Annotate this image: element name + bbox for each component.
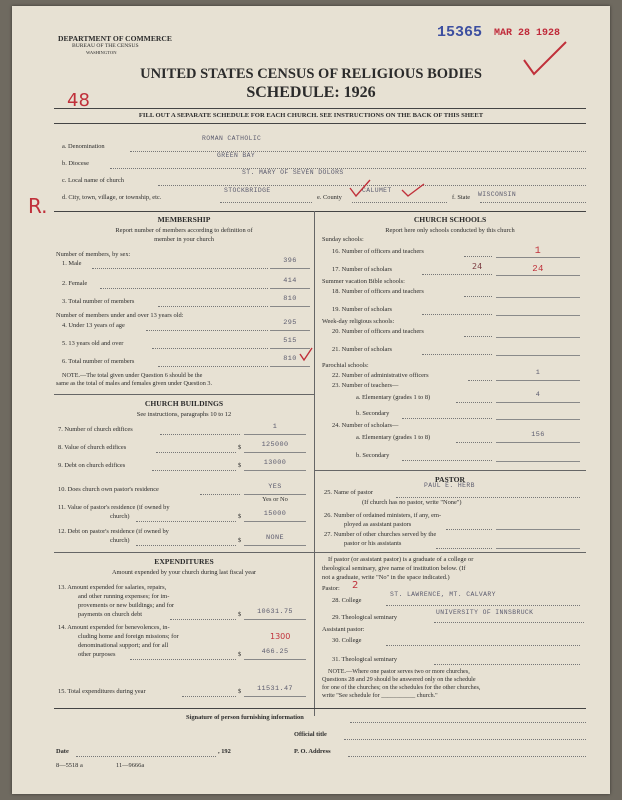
membership-heading: MEMBERSHIP (157, 215, 211, 224)
q15-value: 11531.47 (244, 685, 306, 697)
q26-label: 26. Number of ordained ministers, if any, em- (324, 512, 442, 519)
census-schedule-sheet: DEPARTMENT OF COMMERCE BUREAU OF THE CENSUS WASHINGTON 15365 MAR 28 1928 48 R. UNITED STATES CENSUS OF RELIGIOUS BODIES SCHEDULE: 1926 FILL OUT A SEPARATE SCHEDULE FOR EACH CHURCH. SEE INSTRUCTIONS ON THE BACK OF THIS SHEET a. Denomination ROMAN CATHOLIC b. Diocese GREEN BAY c. Local name of church ST. MARY OF SEVEN DOLORS d. City, town, village, or township, etc. STOCKBRIDGE e. County CALUMET f. State WISCONSIN MEMBERSHIP Report number of members according to definition of member in your church Number of members, by sex: 1. Male 396 2. Female 414 3. Total number of members 810 Number of members under and over 13 years old: 4. Under 13 years of age 295 5. 13 years old and over 515 6. Total number of members 810 NOTE.—The total given under Question 6 should be the same as the total of males and females given under Question 3. CHURCH BUILDINGS See instructions, paragraphs 10 to 12 7. Number of church edifices 1 8. Value of church edifices $ 125000 9. Debt on church edifices $ 13000 10. Does church own pastor's residence YES Yes or No 11. Value of pastor's residence (if owned by church) $ 15000 12. Debt on pastor's residence (if owned by church) $ NONE EXPENDITURES Amount expended by your church during last fiscal year 13. Amount expended for salaries, repairs, and other running expenses; for im- provements or new buildings; and for payments on church debt $ 10631.75 14. Amount expended for benevolences, in- cluding home and foreign missions; for denominational support; and for all other purposes $ 1300 466.25 15. Total expenditures during year $ 11531.47 CHURCH SCHOOLS Report here only schools conducted by this church Sunday schools: 16. Number of officers and teachers 1 17. Number of scholars 24 24 Summer vacation Bible schools: 18. Number of officers and teachers 19. Number of scholars Week-day religious schools: 20. Number of officers and teachers 21. Number of scholars Parochial schools: 22. Number of administrative officers 1 23. Number of teachers— a. Elementary (grades 1 to 8) 4 b. Secondary 24. Number of scholars— a. Elementary (grades 1 to 8) 156 b. Secondary PASTOR 25. Name of pastor PAUL E. HERB (If church has no pastor, write "None") 26. Number of ordained ministers, if any, em- ployed as assistant pastors 27. Number of other churches served by the pastor or his assistants If pastor (or assistant pastor) is a graduate of a college or theological seminary, give name of institution below. (If not a graduate, write "No" in the space indicated.) Pastor: 2 28. College ST. LAWRENCE, MT. CALVARY 29. Theological seminary UNIVERSITY OF INNSBRUCK Assistant pastor: 30. College 31. Theological seminary NOTE.—Where one pastor serves two or more churches, Questions 28 and 29 should be answered only on the schedule for one of the churches; on the schedules for the other churches, write "See schedule for ___________ church." Signature of person furnishing information Official title Date , 192 P. O. Address 8—5518 a 11—9666a (12, 6, 610, 794)
q24a-value: 156 (496, 431, 580, 443)
q6-value: 810 (270, 355, 310, 367)
q24-label: 24. Number of scholars— (332, 422, 399, 429)
over13-label: Number of members under and over 13 years old: (56, 312, 184, 319)
membership-intro-1: Report number of members according to definition of (115, 227, 253, 234)
divider (54, 394, 314, 395)
weekday-label: Week-day religious schools: (322, 318, 395, 325)
pastor-note-1: NOTE.—Where one pastor serves two or more churches, (328, 668, 470, 675)
q22-value: 1 (496, 369, 580, 381)
q25-note: (If church has no pastor, write "None") (362, 499, 462, 506)
q12-label: 12. Debt on pastor's residence (if owned by (58, 528, 169, 535)
q4-value: 295 (270, 319, 310, 331)
q14-hand-correction: 1300 (270, 632, 291, 641)
q13-label: 13. Amount expended for salaries, repairs, (58, 584, 167, 591)
membership-note-1: NOTE.—The total given under Question 6 should be the (62, 372, 203, 379)
pastor-note-4: write "See schedule for ___________ church." (322, 692, 438, 699)
q17-value: 24 (496, 264, 580, 276)
q11-value: 15000 (244, 510, 306, 522)
yes-no-hint: Yes or No (262, 496, 288, 503)
q18-label: 18. Number of officers and teachers (332, 288, 424, 295)
divider (314, 470, 586, 471)
q25-value: PAUL E. HERB (424, 482, 475, 489)
pastor-note-2: Questions 28 and 29 should be answered only on the schedule (322, 676, 476, 683)
form-title: UNITED STATES CENSUS OF RELIGIOUS BODIES (140, 66, 482, 82)
schedule-title: SCHEDULE: 1926 (246, 84, 376, 101)
city-label: WASHINGTON (86, 50, 117, 55)
year-label: , 192 (218, 748, 231, 755)
q10-label: 10. Does church own pastor's residence (58, 486, 159, 493)
pastor-heading: PASTOR (434, 475, 466, 484)
form-number: 8—5518 a (56, 762, 83, 769)
q10-value: YES (244, 483, 306, 495)
q23a-label: a. Elementary (grades 1 to 8) (356, 394, 431, 401)
sunday-label: Sunday schools: (322, 236, 364, 243)
divider (54, 108, 586, 109)
official-title-label: Official title (294, 731, 327, 738)
q30-label: 30. College (332, 637, 362, 644)
summer-label: Summer vacation Bible schools: (322, 278, 405, 285)
q8-value: 125000 (244, 441, 306, 453)
pastor-subhead: Pastor: (322, 585, 340, 592)
q9-value: 13000 (244, 459, 306, 471)
signature-label: Signature of person furnishing information (186, 714, 304, 721)
city-value: STOCKBRIDGE (224, 187, 271, 194)
schools-intro: Report here only schools conducted by this church (385, 227, 515, 234)
denomination-label: a. Denomination (62, 143, 105, 150)
po-address-label: P. O. Address (294, 748, 331, 755)
q5-label: 5. 13 years old and over (62, 340, 124, 347)
buildings-instruction: See instructions, paragraphs 10 to 12 (136, 411, 232, 418)
q20-label: 20. Number of officers and teachers (332, 328, 424, 335)
divider (54, 211, 586, 212)
membership-intro-2: member in your church (154, 236, 214, 243)
q15-label: 15. Total expenditures during year (58, 688, 146, 695)
expenditures-heading: EXPENDITURES (154, 557, 214, 566)
red-check-marks (348, 178, 428, 198)
q29-value: UNIVERSITY OF INNSBRUCK (436, 609, 534, 616)
q14-label: 14. Amount expended for benevolences, in- (58, 624, 170, 631)
stamp-date: MAR 28 1928 (494, 28, 561, 39)
local-name-label: c. Local name of church (62, 177, 124, 184)
divider (54, 552, 314, 553)
q17-label: 17. Number of scholars (332, 266, 392, 273)
diocese-label: b. Diocese (62, 160, 89, 167)
q16-label: 16. Number of officers and teachers (332, 248, 424, 255)
grad-note-2: theological seminary, give name of institution below. (If (322, 565, 466, 572)
q17-struck-value: 24 (472, 262, 483, 271)
pastor-hand-mark: 2 (352, 580, 359, 591)
q7-label: 7. Number of church edifices (58, 426, 133, 433)
diocese-value: GREEN BAY (217, 152, 256, 159)
bureau-label: BUREAU OF THE CENSUS (72, 43, 139, 49)
state-label: f. State (452, 194, 471, 201)
county-value: CALUMET (362, 187, 392, 194)
fill-instruction: FILL OUT A SEPARATE SCHEDULE FOR EACH CHURCH. SEE INSTRUCTIONS ON THE BACK OF THIS SHEET (138, 112, 484, 119)
column-divider (314, 211, 315, 716)
q24b-label: b. Secondary (356, 452, 390, 459)
q9-label: 9. Debt on church edifices (58, 462, 126, 469)
q7-value: 1 (244, 423, 306, 435)
q29-label: 29. Theological seminary (332, 614, 398, 621)
pastor-note-3: for one of the churches; on the schedules for the other churches, (322, 684, 481, 691)
q5-value: 515 (270, 337, 310, 349)
divider (54, 708, 586, 709)
parochial-label: Parochial schools: (322, 362, 369, 369)
q2-label: 2. Female (62, 280, 88, 287)
by-sex-label: Number of members, by sex: (56, 251, 131, 258)
q3-value: 810 (270, 295, 310, 307)
q16-value: 1 (496, 246, 580, 258)
q1-label: 1. Male (62, 260, 82, 267)
stamp-number: 15365 (437, 24, 483, 41)
q23a-value: 4 (496, 391, 580, 403)
city-field-label: d. City, town, village, or township, etc. (62, 194, 162, 201)
divider (54, 123, 586, 124)
q19-label: 19. Number of scholars (332, 306, 392, 313)
q25-label: 25. Name of pastor (324, 489, 373, 496)
schools-heading: CHURCH SCHOOLS (413, 215, 487, 224)
q3-label: 3. Total number of members (62, 298, 135, 305)
county-label: e. County (317, 194, 342, 201)
q12-value: NONE (244, 534, 306, 546)
q14-value: 466.25 (244, 648, 306, 660)
q2-value: 414 (270, 277, 310, 289)
q22-label: 22. Number of administrative officers (332, 372, 429, 379)
q8-label: 8. Value of church edifices (58, 444, 127, 451)
q1-value: 396 (270, 257, 310, 269)
q11-label: 11. Value of pastor's residence (if owned by (58, 504, 170, 511)
q23b-label: b. Secondary (356, 410, 390, 417)
q4-label: 4. Under 13 years of age (62, 322, 125, 329)
q28-label: 28. College (332, 597, 362, 604)
state-value: WISCONSIN (478, 191, 517, 198)
q23-label: 23. Number of teachers— (332, 382, 399, 389)
red-check-mark (298, 346, 314, 362)
q24a-label: a. Elementary (grades 1 to 8) (356, 434, 431, 441)
membership-note-2: same as the total of males and females given under Question 3. (56, 380, 213, 387)
q31-label: 31. Theological seminary (332, 656, 398, 663)
q6-label: 6. Total number of members (62, 358, 135, 365)
date-label: Date (56, 748, 69, 755)
denomination-value: ROMAN CATHOLIC (202, 135, 262, 142)
print-number: 11—9666a (116, 762, 145, 769)
q13-value: 10631.75 (244, 608, 306, 620)
buildings-heading: CHURCH BUILDINGS (144, 399, 224, 408)
grad-note-1: If pastor (or assistant pastor) is a graduate of a college or (328, 556, 474, 563)
dept-label: DEPARTMENT OF COMMERCE (58, 34, 172, 43)
assistant-subhead: Assistant pastor: (322, 626, 365, 633)
expenditures-intro: Amount expended by your church during last fiscal year (111, 569, 257, 576)
q28-value: ST. LAWRENCE, MT. CALVARY (390, 591, 496, 598)
q21-label: 21. Number of scholars (332, 346, 392, 353)
local-name-value: ST. MARY OF SEVEN DOLORS (242, 169, 344, 176)
q27-label: 27. Number of other churches served by the (324, 531, 437, 538)
grad-note-3: not a graduate, write "No" in the space indicated.) (322, 574, 450, 581)
hand-letter-r: R. (28, 194, 48, 218)
hand-number-48: 48 (67, 90, 90, 111)
